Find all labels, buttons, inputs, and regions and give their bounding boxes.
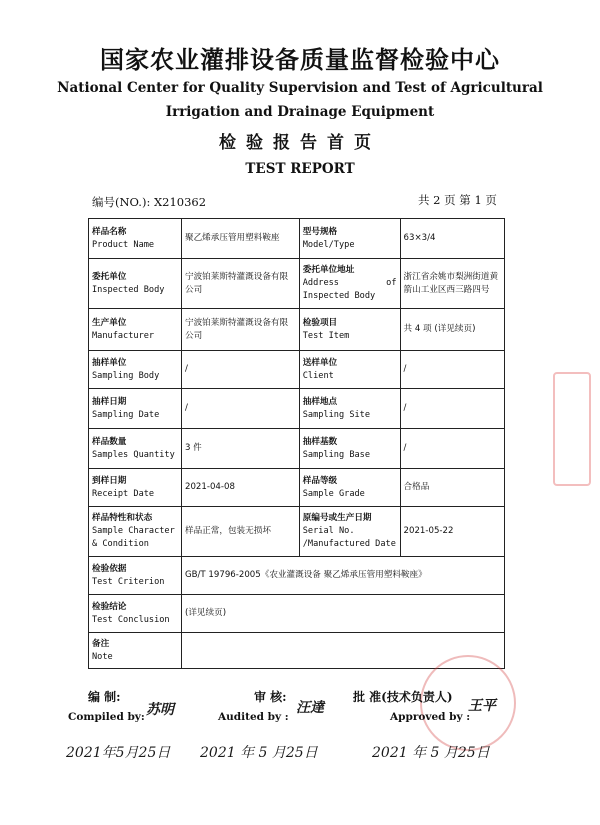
report-table	[88, 218, 505, 669]
report-title-en-line1: National Center for Quality Supervision and Test of Agricultural	[57, 80, 543, 96]
model-value: 63×3/4	[400, 219, 504, 259]
sampling-base-label: 抽样基数 Sampling Base	[299, 429, 400, 469]
manufacturer-value: 宁波铂莱斯特灌溉设备有限公司	[181, 309, 299, 351]
report-subtitle-cn: 检验报告首页	[219, 133, 381, 153]
report-title-cn: 国家农业灌排设备质量监督检验中心	[100, 46, 500, 74]
test-criterion-label: 检验依据 Test Criterion	[89, 557, 182, 595]
side-stamp	[553, 372, 591, 486]
table-row	[89, 507, 505, 557]
compiled-label-en: Compiled by:	[68, 711, 145, 723]
report-title-en-line2: Irrigation and Drainage Equipment	[165, 104, 435, 120]
approved-label-cn: 批 准(技术负责人)	[353, 690, 453, 704]
client-value: /	[400, 351, 504, 389]
inspected-body-value: 宁波铂莱斯特灌溉设备有限公司	[181, 259, 299, 309]
approved-signature: 王平	[468, 698, 496, 714]
table-row	[89, 429, 505, 469]
product-name-label: 样品名称 Product Name	[89, 219, 182, 259]
table-row	[89, 557, 505, 595]
sampling-site-label: 抽样地点 Sampling Site	[299, 389, 400, 429]
sampling-date-label: 抽样日期 Sampling Date	[89, 389, 182, 429]
table-row	[89, 351, 505, 389]
compiled-signature: 苏明	[146, 702, 174, 718]
table-row	[89, 219, 505, 259]
sample-grade-value: 合格品	[400, 469, 504, 507]
sample-character-label: 样品特性和状态 Sample Character & Condition	[89, 507, 182, 557]
product-name-value: 聚乙烯承压管用塑料鞍座	[181, 219, 299, 259]
table-row	[89, 389, 505, 429]
table-row	[89, 595, 505, 633]
audited-signature: 汪達	[296, 700, 324, 716]
note-label: 备注 Note	[89, 633, 182, 669]
test-item-label: 检验项目 Test Item	[299, 309, 400, 351]
report-number: 编号(NO.): X210362	[92, 195, 207, 209]
sampling-body-label: 抽样单位 Sampling Body	[89, 351, 182, 389]
serial-no-label: 原编号或生产日期 Serial No. /Manufactured Date	[299, 507, 400, 557]
test-item-value: 共 4 项 (详见续页)	[400, 309, 504, 351]
table-row	[89, 469, 505, 507]
audited-label-en: Audited by :	[218, 711, 289, 723]
sampling-body-value: /	[181, 351, 299, 389]
compiled-date: 2021年5月25日	[66, 745, 171, 761]
approved-label-en: Approved by :	[390, 711, 471, 723]
samples-quantity-label: 样品数量 Samples Quantity	[89, 429, 182, 469]
manufacturer-label: 生产单位 Manufacturer	[89, 309, 182, 351]
test-conclusion-value: (详见续页)	[181, 595, 504, 633]
address-label: 委托单位地址 Address of Inspected Body	[299, 259, 400, 309]
sample-grade-label: 样品等级 Sample Grade	[299, 469, 400, 507]
report-subtitle-en: TEST REPORT	[245, 161, 355, 177]
receipt-date-label: 到样日期 Receipt Date	[89, 469, 182, 507]
test-conclusion-label: 检验结论 Test Conclusion	[89, 595, 182, 633]
sampling-base-value: /	[400, 429, 504, 469]
audited-date: 2021 年 5 月25日	[200, 745, 318, 761]
samples-quantity-value: 3 件	[181, 429, 299, 469]
model-label: 型号规格 Model/Type	[299, 219, 400, 259]
audited-label-cn: 审 核:	[254, 690, 287, 704]
table-row	[89, 309, 505, 351]
page-count: 共 2 页 第 1 页	[418, 193, 497, 207]
serial-no-value: 2021-05-22	[400, 507, 504, 557]
table-row	[89, 259, 505, 309]
approved-date: 2021 年 5 月25日	[372, 745, 490, 761]
address-value: 浙江省余姚市梨洲街道黄箭山工业区西三路四号	[400, 259, 504, 309]
sample-character-value: 样品正常，包装无损坏	[181, 507, 299, 557]
sampling-date-value: /	[181, 389, 299, 429]
compiled-label-cn: 编 制:	[88, 690, 121, 704]
receipt-date-value: 2021-04-08	[181, 469, 299, 507]
client-label: 送样单位 Client	[299, 351, 400, 389]
test-criterion-value: GB/T 19796-2005《农业灌溉设备 聚乙烯承压管用塑料鞍座》	[181, 557, 504, 595]
sampling-site-value: /	[400, 389, 504, 429]
inspected-body-label: 委托单位 Inspected Body	[89, 259, 182, 309]
